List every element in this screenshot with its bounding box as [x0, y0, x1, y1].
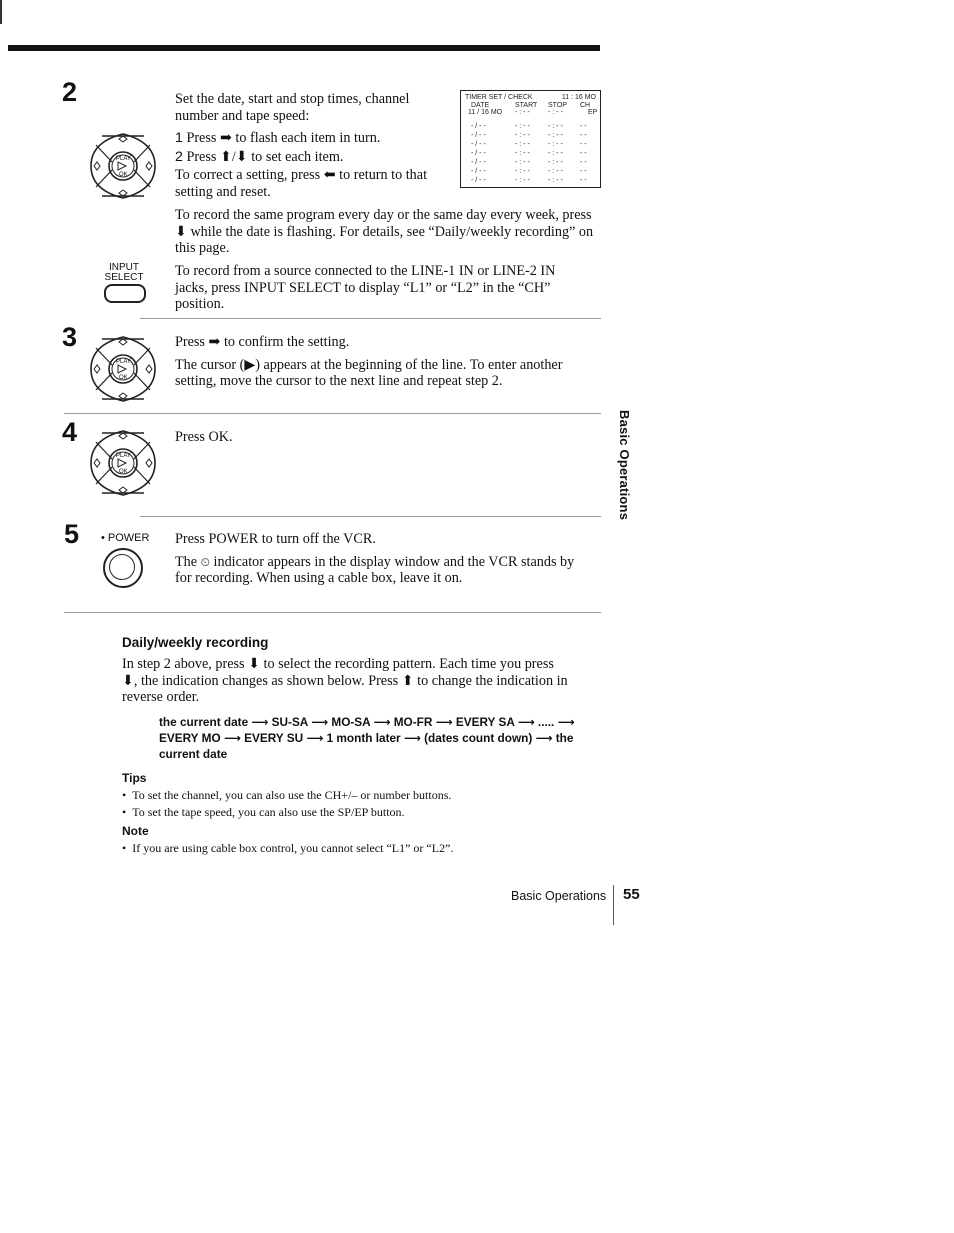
footer-divider	[613, 885, 614, 925]
step-5-text	[175, 531, 575, 587]
ok-label: OK	[119, 469, 128, 475]
down-arrow-icon: ⬇	[122, 672, 134, 689]
daily-paragraph: In step 2 above, press ⬇ to select the recording pattern. Each time you press ⬇, the indication changes as shown below. Press ⬆ to change the indication in reverse order.	[122, 656, 568, 706]
up-arrow-icon: ⬆	[401, 672, 414, 689]
footer-section: Basic Operations	[511, 889, 607, 903]
step-5-text2: The ⏲ indicator appears in the display window and the VCR stands by for recording. When using a cable box, leave it on.	[175, 553, 575, 587]
step-3-cursor-text: The cursor (▶) appears at the beginning of the line. To enter another setting, move the cursor to the next line and repeat step 2.	[175, 356, 563, 390]
display-col-stop: STOP	[548, 102, 567, 109]
divider	[140, 516, 601, 517]
left-arrow-icon: ⬅	[323, 167, 336, 184]
right-arrow-icon: ➡	[219, 130, 232, 147]
up-arrow-icon: ⬆	[219, 148, 232, 165]
down-arrow-icon: ⬇	[175, 223, 187, 240]
input-select-button-icon	[104, 284, 146, 303]
tip-item: • To set the tape speed, you can also use the SP/EP button.	[122, 805, 405, 819]
display-blank-rows: - / - - - : - - - : - - - - - / - - - : - - - : - - - - - / - - - : - - - : - - - - - / - - - : - - - : - - - - - / - - - : - - - : - - - - - / - - - : - - - : - - - - - / - - - : - - - : - - - -	[471, 123, 587, 184]
input-select-label: INPUT SELECT	[104, 262, 144, 283]
step-2-intro: Set the date, start and stop times, channel number and tape speed:	[175, 91, 410, 124]
remote-pad-icon	[88, 128, 158, 204]
step-2-correct: To correct a setting, press ⬅ to return to that setting and reset.	[175, 167, 428, 200]
timer-indicator-icon: ⏲	[200, 554, 210, 569]
step-5-text1: Press POWER to turn off the VCR.	[175, 531, 376, 547]
step-3-number: 3	[62, 322, 78, 352]
top-rule	[8, 45, 600, 51]
daily-sequence: the current date ⟶ SU-SA ⟶ MO-SA ⟶ MO-FR ⟶ EVERY SA ⟶ ..... ⟶ EVERY MO ⟶ EVERY SU ⟶ 1 month later ⟶ (dates count down) ⟶ the current date	[159, 715, 575, 761]
down-arrow-icon: ⬇	[235, 148, 248, 165]
ok-label: OK	[119, 172, 128, 178]
divider	[64, 413, 601, 414]
step-5-number: 5	[64, 519, 80, 549]
step-2-sub1: 1 Press ➡ to flash each item in turn.	[175, 130, 381, 147]
display-col-ch: CH	[580, 102, 591, 109]
power-button-icon	[103, 548, 143, 588]
note-list	[122, 840, 592, 857]
divider	[140, 318, 601, 319]
play-label: PLAY	[116, 359, 131, 365]
tips-list	[122, 787, 592, 821]
ok-label: OK	[119, 375, 128, 381]
note-heading: Note	[122, 824, 149, 838]
step-3-press: Press ➡ to confirm the setting.	[175, 334, 350, 350]
power-label: • POWER	[101, 532, 150, 544]
remote-pad-icon	[88, 425, 158, 501]
display-first-row-ep: EP	[588, 109, 598, 116]
step-2-source-text: To record from a source connected to the LINE-1 IN or LINE-2 IN jacks, press INPUT SELECT to display “L1” or “L2” in the “CH” position.	[175, 263, 556, 313]
display-col-start: START	[515, 102, 538, 109]
divider	[64, 612, 601, 613]
play-label: PLAY	[116, 156, 131, 162]
down-arrow-icon: ⬇	[248, 656, 260, 672]
timer-display-illustration: TIMER SET / CHECK 11 : 16 MO DATE START STOP CH 11 / 16 MO - : - - - : - - EP - / - - - : - - - : - - - - - / - - - : - - - : - - - - - / - - - : - - - : - - - - - / - - - : - - - : - - - - - / - - - : - - - : - - - - - / - - - : - - - : - - - - - / - - - : - - - : - - - -	[460, 90, 601, 188]
step-2-same-program: To record the same program every day or the same day every week, press ⬇ while the date is flashing. For details, see “Daily/weekly recording” on this page.	[175, 207, 594, 257]
page-edge-line	[0, 0, 2, 24]
tips-heading: Tips	[122, 771, 147, 785]
play-label: PLAY	[116, 453, 131, 459]
right-arrow-icon: ➡	[208, 334, 221, 350]
step-4-text: Press OK.	[175, 429, 233, 445]
step-2-number: 2	[62, 77, 78, 107]
daily-heading: Daily/weekly recording	[122, 635, 269, 650]
step-4-number: 4	[62, 417, 78, 447]
display-header-left: TIMER SET / CHECK	[465, 94, 533, 101]
step-2-text	[175, 91, 445, 201]
display-header-right: 11 : 16 MO	[561, 94, 596, 101]
remote-pad-icon	[88, 331, 158, 407]
side-tab-label: Basic Operations	[617, 410, 632, 521]
note-item: • If you are using cable box control, you cannot select “L1” or “L2”.	[122, 841, 454, 855]
display-first-row: 11 / 16 MO	[468, 109, 503, 116]
tip-item: • To set the channel, you can also use the CH+/– or number buttons.	[122, 788, 452, 802]
display-col-date: DATE	[471, 102, 490, 109]
step-3-text	[175, 334, 605, 390]
page-number: 55	[623, 886, 640, 903]
step-2-sub2: 2 Press ⬆/⬇ to set each item.	[175, 148, 344, 165]
